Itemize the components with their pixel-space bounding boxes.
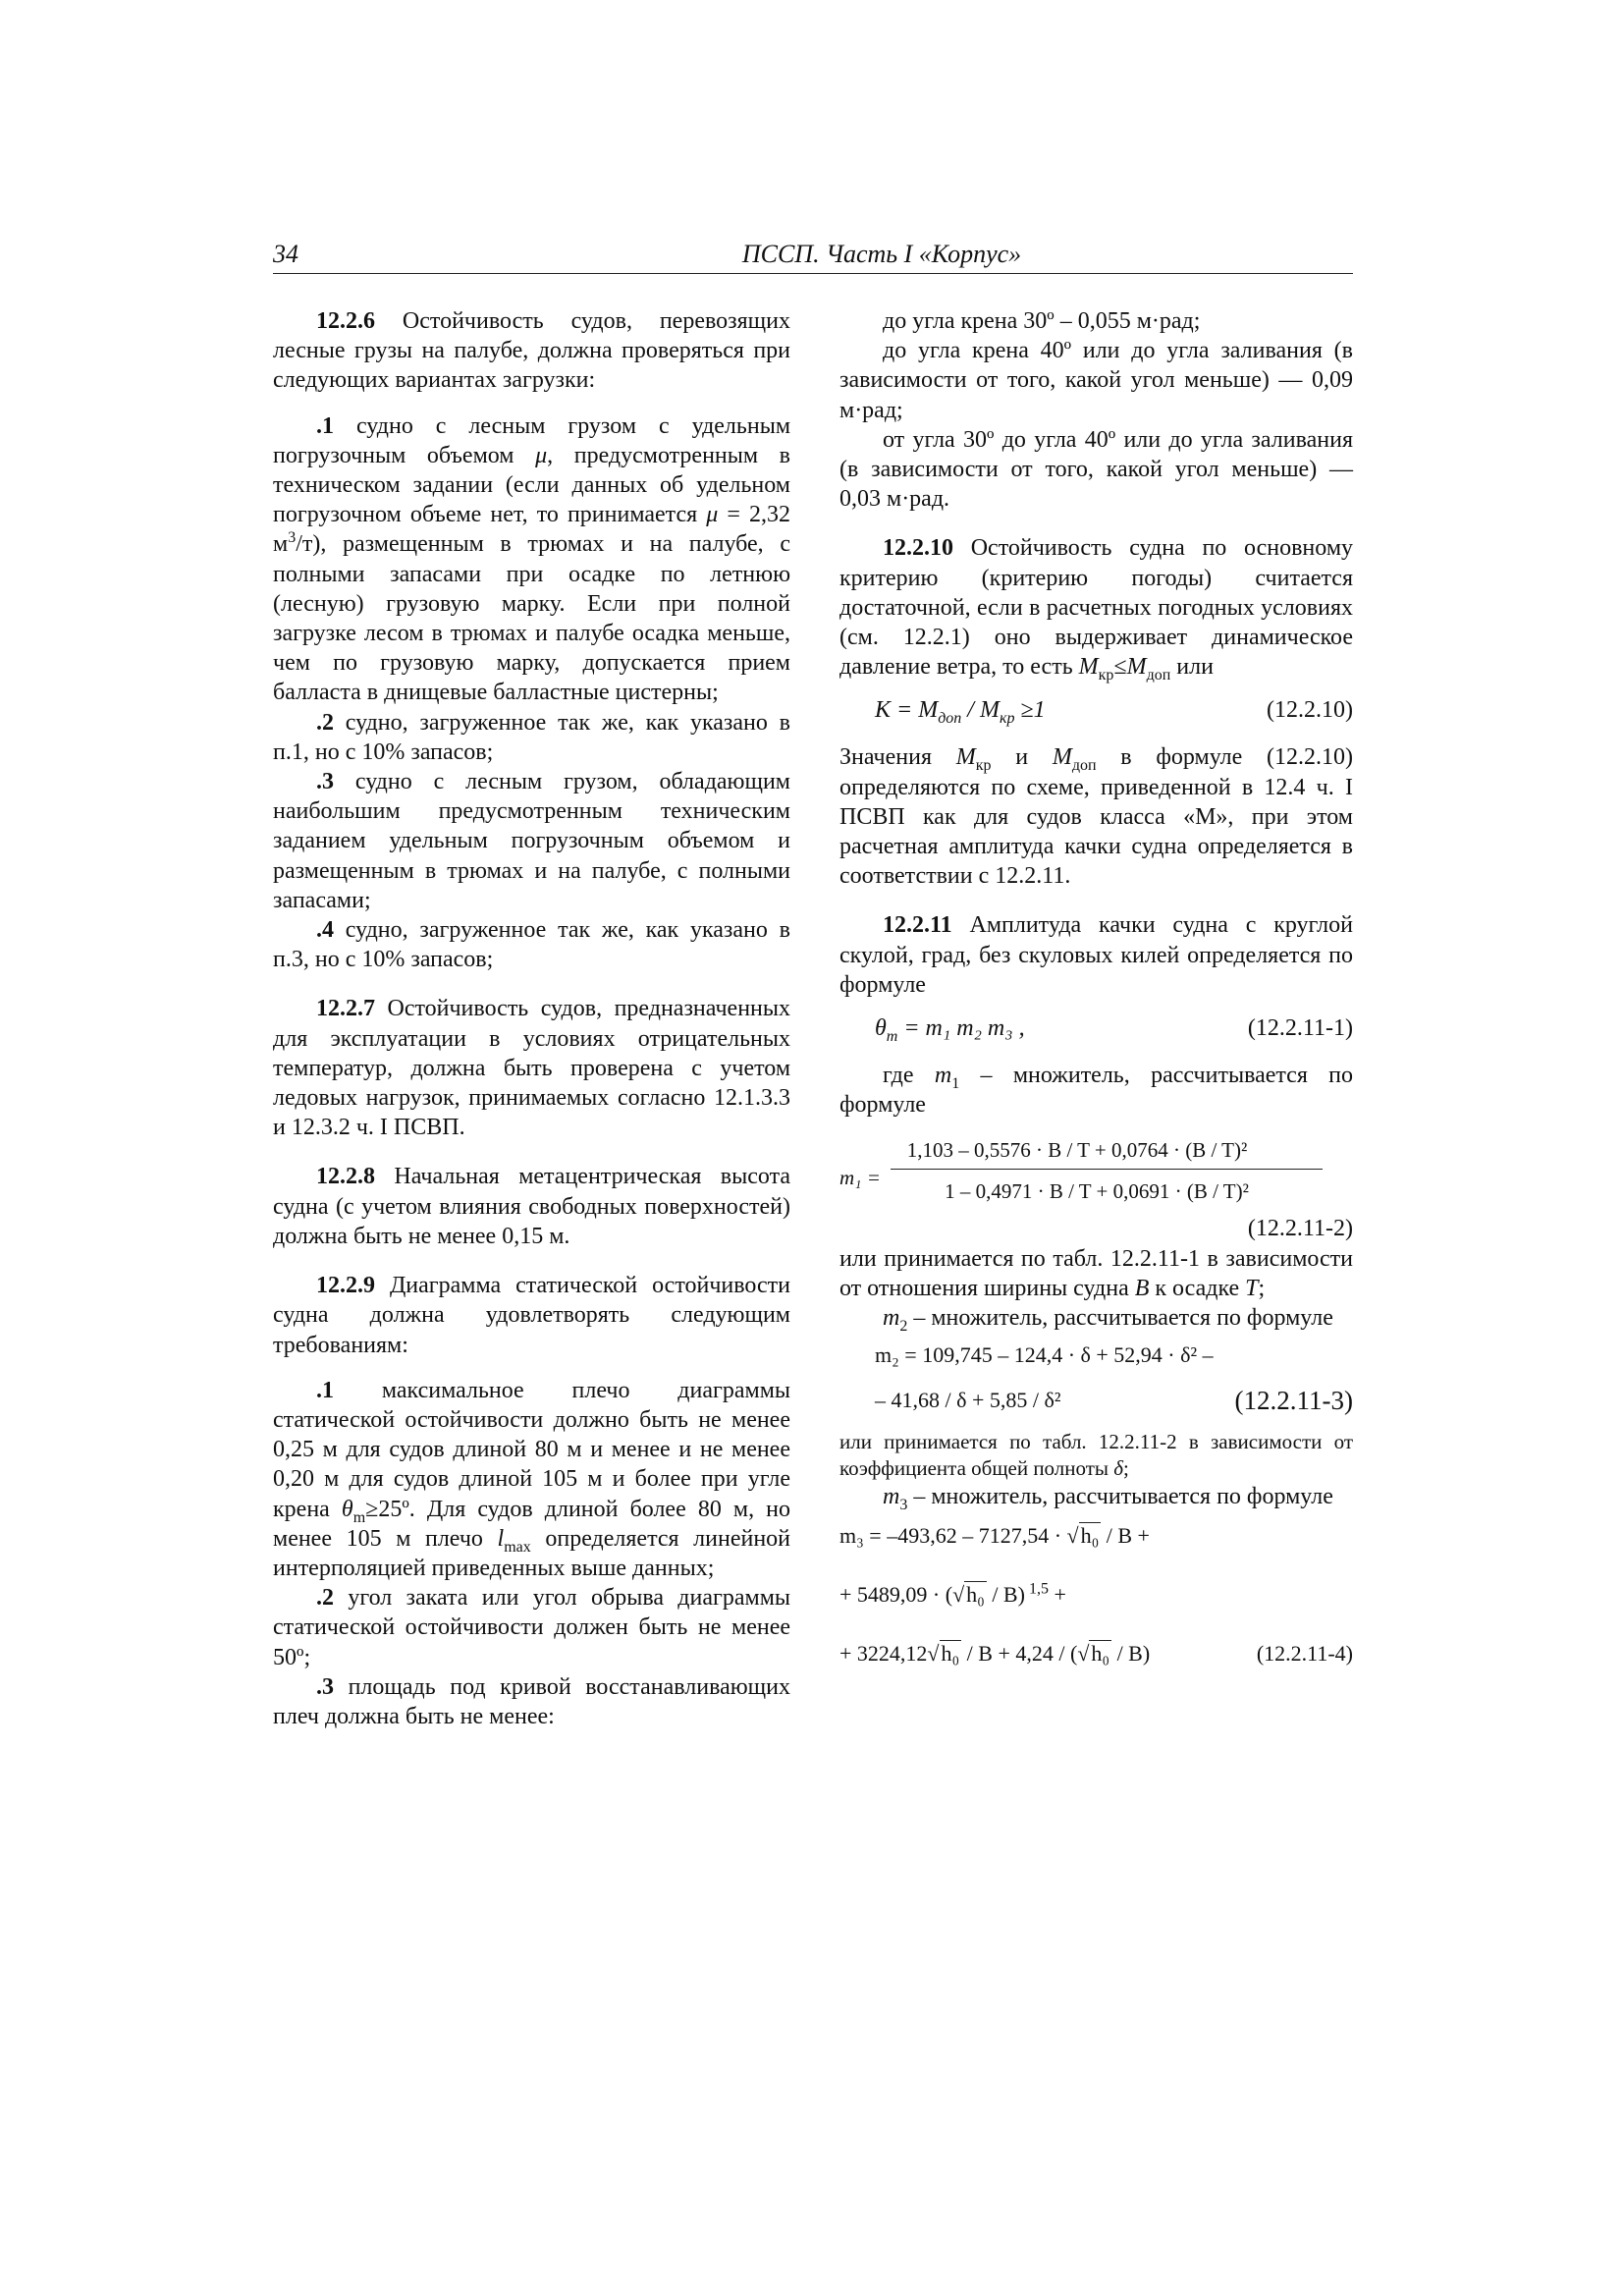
section-number: 12.2.6 <box>316 308 375 334</box>
formula-body <box>875 695 1046 728</box>
paragraph-text: Остойчивость судов, предназначенных для эксплуатации в условиях отрицательных температур, должна быть проверена с учетом ледовых нагрузок, принимаемых согласно 12.1.3.3 и 12.3.2 ч. I ПСВП. <box>273 996 791 1141</box>
formula-body: m₃ = –493,62 – 7127,54 · √h₀ / B + <box>839 1523 1150 1549</box>
text-run: и <box>1015 744 1029 771</box>
subscript: кр <box>999 710 1015 728</box>
text-run: площадь под кривой восстанавливающих плеч должна быть не менее: <box>273 1673 790 1729</box>
sqrt-radicand: h₀ <box>966 1582 985 1608</box>
formula-12-2-11-4-line1 <box>839 1521 1353 1555</box>
text-run: или принимается по табл. 12.2.11-1 в зависимости от отношения ширины судна <box>839 1245 1353 1301</box>
paragraph-text: Амплитуда качки судна с круглой скулой, град, без скуловых килей определяется по формуле <box>839 912 1353 998</box>
formula-part: ≥1 <box>1014 697 1046 724</box>
formula-part: m₁ = <box>839 1166 881 1190</box>
text-run: – множитель, рассчитывается по формуле <box>913 1484 1333 1510</box>
area-criterion-2: до угла крена 40º или до угла заливания (в зависимости от того, какой угол меньше) — 0,09 м·рад; <box>839 338 1353 423</box>
formula-12-2-11-3-line2 <box>839 1386 1353 1419</box>
formula-number: (12.2.11-4) <box>1256 1641 1353 1667</box>
symbol-m: M <box>1078 654 1099 681</box>
area-criterion-1: до угла крена 30º – 0,055 м·рад; <box>883 308 1201 334</box>
subscript: кр <box>1098 667 1114 684</box>
formula-number: (12.2.10) <box>1267 697 1353 724</box>
symbol-m: m <box>883 1484 900 1510</box>
text-run: угол заката или угол обрыва диаграммы статической остойчивости должен быть не менее 50º; <box>273 1585 791 1670</box>
text-run: где <box>883 1063 914 1089</box>
formula-12-2-11-4-line3 <box>839 1639 1353 1672</box>
superscript: 1,5 <box>1024 1581 1049 1599</box>
subscript: кр <box>975 757 992 775</box>
symbol-delta: δ <box>1113 1456 1124 1481</box>
text-run: судно с лесным грузом, обладающим наибольшим предусмотренным техническим заданием удельным погрузочным объемом и размещенным в трюмах и на палубе, с полными запасами; <box>273 769 790 913</box>
text-run: судно, загруженное так же, как указано в п.3, но с 10% запасов; <box>273 917 790 973</box>
formula-body: + 3224,12√h₀ / B + 4,24 / (√h₀ / B) <box>839 1641 1151 1667</box>
paragraph-text: Остойчивость судна по основному критерию (критерию погоды) считается достаточной, если в расчетных погодных условиях (см. 12.2.1) оно выдерживает динамическое давление ветра, то есть <box>839 535 1354 681</box>
formula-part: + 5489,09 · ( <box>839 1582 953 1608</box>
formula-number: (12.2.11-3) <box>1234 1386 1353 1416</box>
paragraph-12-2-10 <box>839 533 1353 682</box>
formula-body <box>875 1013 1025 1043</box>
item-number: .2 <box>316 709 334 736</box>
paragraph-12-2-7 <box>273 994 790 1142</box>
text-run: или <box>1176 654 1214 681</box>
paragraph-text: Начальная метацентрическая высота судна (с учетом влияния свободных поверхностей) должна быть не менее 0,15 м. <box>273 1164 791 1249</box>
paragraph-12-2-9 <box>273 1271 790 1360</box>
symbol-m: ≤M <box>1113 654 1147 681</box>
values-paragraph <box>839 742 1353 891</box>
requirement-1 <box>273 1376 790 1583</box>
paragraph-text: Диаграмма статической остойчивости судна должна удовлетворять следующим требованиям: <box>273 1273 791 1358</box>
subscript: m <box>352 1508 366 1526</box>
formula-part: + 3224,12 <box>839 1641 928 1667</box>
subscript: max <box>504 1538 531 1556</box>
text-run: ≥25º. Для судов длиной более 80 м, но менее 105 м плечо <box>273 1496 791 1552</box>
formula-part: = m₁ m₂ m₃ , <box>897 1015 1025 1042</box>
list-item-1 <box>273 411 790 708</box>
section-number: 12.2.10 <box>883 535 953 562</box>
symbol-mu: μ <box>706 502 719 528</box>
text-run: максимальное плечо диаграммы статической остойчивости должно быть не менее 0,25 м для судов длиной 80 м и менее и не менее 0,20 м для судов длиной 105 м и более при угле крена <box>273 1377 791 1522</box>
item-number: .1 <box>316 1377 334 1403</box>
formula-part: m₃ = –493,62 – 7127,54 · <box>839 1523 1067 1549</box>
text-run: в формуле (12.2.10) определяются по схеме, приведенной в 12.4 ч. I ПСВП как для судов класса «М», при этом расчетная амплитуда качки судна определяется в соответствии с 12.2.11. <box>839 744 1354 890</box>
text-run: , предусмотренным в техническом задании (если данных об удельном погрузочном объеме нет, то принимается <box>273 442 790 528</box>
symbol-m: M <box>1052 744 1072 771</box>
item-number: .3 <box>316 1673 334 1700</box>
text-run: – множитель, рассчитывается по формуле <box>839 1063 1354 1119</box>
subscript: 2 <box>899 1317 908 1335</box>
subscript: 1 <box>951 1074 960 1092</box>
formula-body: + 5489,09 · (√h₀ / B) $^{1,5}$ + <box>839 1581 1066 1608</box>
area-criterion-3: от угла 30º до угла 40º или до угла заливания (в зависимости от того, какой угол меньше) — 0,03 м·рад. <box>839 426 1353 513</box>
requirement-3 <box>273 1672 790 1731</box>
item-number: .2 <box>316 1585 334 1612</box>
superscript: 3 <box>288 529 297 547</box>
text-run: = 2,32 м <box>273 502 790 558</box>
formula-number: (12.2.11-1) <box>1247 1015 1353 1042</box>
formula-12-2-11-3-line1 <box>839 1340 1353 1374</box>
formula-12-2-11-4-line2 <box>839 1580 1353 1613</box>
symbol-m: m <box>883 1305 900 1332</box>
requirement-2 <box>273 1583 790 1672</box>
section-number: 12.2.7 <box>316 996 375 1022</box>
list-item-2 <box>273 708 790 767</box>
text-run: или принимается по табл. 12.2.11-2 в зависимости от коэффициента общей полноты <box>839 1430 1353 1481</box>
subscript: доп <box>1146 667 1171 684</box>
text-run: ; <box>1258 1275 1266 1301</box>
table-reference-2 <box>839 1429 1353 1482</box>
item-number: .3 <box>316 769 334 795</box>
subscript: доп <box>1071 757 1097 775</box>
text-run: – множитель, рассчитывается по формуле <box>913 1305 1333 1332</box>
sqrt-radicand: h₀ <box>1080 1523 1100 1549</box>
formula-part: m₂ = 109,745 – 124,4 · δ + 52,94 · δ² – <box>875 1342 1214 1368</box>
page-header <box>273 240 1353 274</box>
section-number: 12.2.11 <box>883 912 952 939</box>
paragraph-12-2-8 <box>273 1162 790 1251</box>
text-run: судно, загруженное так же, как указано в п.1, но с 10% запасов; <box>273 709 790 765</box>
symbol-b: B <box>1134 1275 1150 1301</box>
formula-12-2-10 <box>839 695 1353 729</box>
page-number: 34 <box>273 240 298 268</box>
formula-part: K = M <box>875 697 939 724</box>
paragraph-12-2-11 <box>839 910 1353 1000</box>
formula-part: + <box>1048 1582 1066 1608</box>
symbol-t: T <box>1245 1275 1259 1301</box>
symbol-l: l <box>497 1525 505 1552</box>
m2-definition <box>839 1303 1353 1333</box>
fraction-bar <box>891 1169 1323 1170</box>
text-run: ; <box>1123 1456 1129 1481</box>
symbol-theta: θ <box>341 1496 353 1522</box>
formula-part: / B + 4,24 / ( <box>961 1641 1078 1667</box>
sqrt-radicand: h₀ <box>1091 1641 1110 1667</box>
section-number: 12.2.8 <box>316 1164 375 1190</box>
subscript: 3 <box>899 1497 908 1514</box>
text-run: к осадке <box>1155 1275 1240 1301</box>
formula-part: – 41,68 / δ + 5,85 / δ² <box>875 1388 1061 1413</box>
text-run: определяется линейной интерполяцией приведенных выше данных; <box>273 1525 791 1581</box>
paragraph-text: Остойчивость судов, перевозящих лесные грузы на палубе, должна проверяться при следующих вариантах загрузки: <box>273 308 791 394</box>
subscript: m <box>886 1027 898 1045</box>
text-run: /т), размещенным в трюмах и на палубе, с полными запасами при осадке по летнюю (лесную) грузовую марку. Если при полной загрузке лесом в трюмах и палубе осадка меньше, чем по грузовую марку, допускается прием балласта в днищевые балластные цистерны; <box>273 531 790 706</box>
right-column <box>839 306 1353 1674</box>
paragraph-12-2-6 <box>273 306 790 396</box>
formula-number: (12.2.11-2) <box>1247 1216 1353 1242</box>
formula-part: / B) <box>986 1582 1025 1608</box>
table-reference-1 <box>839 1244 1353 1303</box>
formula-part: / B + <box>1101 1523 1150 1549</box>
sqrt-radicand: h₀ <box>941 1641 960 1667</box>
text-run: судно с лесным грузом с удельным погрузочным объемом <box>273 412 791 468</box>
left-column <box>273 306 790 1731</box>
symbol-m: m <box>934 1063 952 1089</box>
formula-part: / M <box>961 697 1000 724</box>
m3-definition <box>839 1482 1353 1514</box>
symbol-m: M <box>955 744 976 771</box>
subscript: доп <box>938 710 962 728</box>
item-number: .1 <box>316 412 334 439</box>
formula-part: θ <box>875 1015 887 1042</box>
list-item-3 <box>273 767 790 915</box>
formula-12-2-11-1 <box>839 1013 1353 1047</box>
m1-definition <box>839 1061 1353 1120</box>
formula-12-2-11-2 <box>839 1131 1353 1222</box>
fraction-numerator: 1,103 – 0,5576 · B / T + 0,0764 · (B / T)² <box>906 1138 1248 1163</box>
text-run: Значения <box>839 744 933 771</box>
fraction-denominator: 1 – 0,4971 · B / T + 0,0691 · (B / T)² <box>945 1179 1249 1204</box>
formula-part: / B) <box>1111 1641 1151 1667</box>
section-number: 12.2.9 <box>316 1273 375 1299</box>
symbol-mu: μ <box>535 442 548 468</box>
list-item-4 <box>273 915 790 974</box>
item-number: .4 <box>316 917 334 944</box>
running-title: ПССП. Часть I «Корпус» <box>741 240 1022 268</box>
